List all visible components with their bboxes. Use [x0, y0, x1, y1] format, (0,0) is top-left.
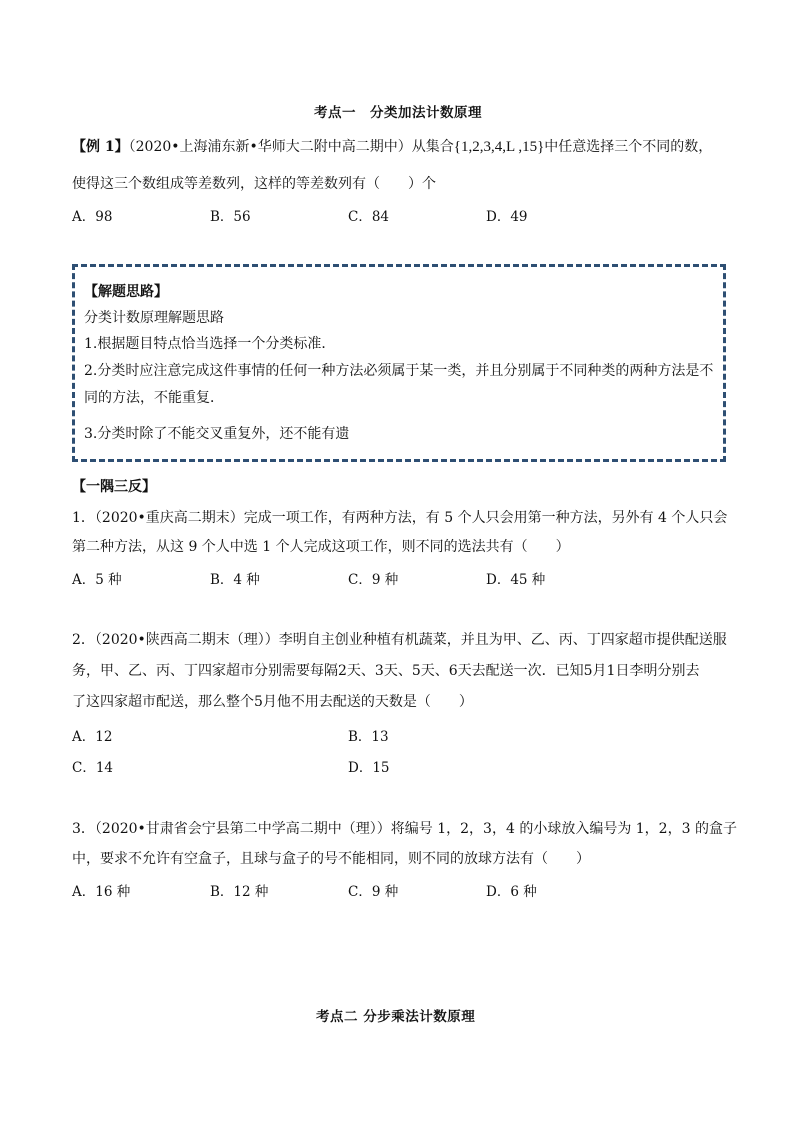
tips-line-4: 同的方法，不能重复． [84, 390, 224, 406]
q3-option-d: D．6 种 [486, 884, 537, 900]
q3-option-b: B．12 种 [210, 884, 269, 900]
q2-option-a: A．12 [72, 729, 113, 745]
q3-line-1: 3．（2020•甘肃省会宁县第二中学高二期中（理））将编号 1，2，3，4 的小球放入编号为 1，2，3 的盒子 [72, 821, 737, 837]
q1-option-c: C．9 种 [348, 572, 399, 588]
example-stem-a: 从集合 [411, 139, 454, 155]
example-tag: 【例 1】 [72, 139, 129, 155]
q3-option-a: A．16 种 [72, 884, 131, 900]
tips-line-2: 1.根据题目特点恰当选择一个分类标准． [84, 336, 336, 352]
q2-option-c: C．14 [72, 760, 114, 776]
example-option-a: A．98 [72, 209, 113, 225]
q1-option-a: A．5 种 [72, 572, 122, 588]
example-option-d: D．49 [486, 209, 528, 225]
example-option-c: C．84 [348, 209, 390, 225]
q2-option-b: B．13 [348, 729, 389, 745]
example-stem-b: 中任意选择三个不同的数， [544, 139, 713, 155]
q1-option-d: D．45 种 [486, 572, 546, 588]
tips-title: 【解题思路】 [84, 284, 168, 300]
q2-line-2: 务，甲、乙、丙、丁四家超市分别需要每隔2天、3天、5天、6天去配送一次．已知5月1日李明分别去 [72, 663, 700, 679]
example-1-line-1 [72, 137, 712, 157]
q3-option-c: C．9 种 [348, 884, 399, 900]
q2-line-3: 了这四家超市配送，那么整个5月他不用去配送的天数是（ ） [72, 694, 473, 710]
tips-line-5: 3.分类时除了不能交叉重复外，还不能有遗 [84, 426, 350, 442]
section-1-title: 考点一 分类加法计数原理 [314, 105, 482, 121]
q3-line-2: 中，要求不允许有空盒子，且球与盒子的号不能相同，则不同的放球方法有（ ） [72, 851, 590, 867]
tips-line-3: 2.分类时应注意完成这件事情的任何一种方法必须属于某一类，并且分别属于不同种类的两种方法是不 [84, 363, 714, 379]
example-source: （2020•上海浦东新•华师大二附中高二期中） [128, 139, 412, 155]
example-1-line-2: 使得这三个数组成等差数列，这样的等差数列有（ ）个 [72, 176, 436, 192]
example-option-b: B．56 [210, 209, 251, 225]
example-set: {1,2,3,4,L ,15} [453, 139, 545, 155]
section-2-title: 考点二 分步乘法计数原理 [316, 1009, 476, 1025]
q2-line-1: 2．（2020•陕西高二期末（理））李明自主创业种植有机蔬菜，并且为甲、乙、丙、丁四家超市提供配送服 [72, 632, 727, 648]
q1-option-b: B．4 种 [210, 572, 260, 588]
q1-line-2: 第二种方法，从这 9 个人中选 1 个人完成这项工作，则不同的选法共有（ ） [72, 539, 570, 555]
q2-option-d: D．15 [348, 760, 390, 776]
practice-title: 【一隅三反】 [72, 479, 156, 495]
q1-line-1: 1．（2020•重庆高二期末）完成一项工作，有两种方法，有 5 个人只会用第一种方法，另外有 4 个人只会 [72, 510, 728, 526]
tips-line-1: 分类计数原理解题思路 [84, 310, 224, 326]
